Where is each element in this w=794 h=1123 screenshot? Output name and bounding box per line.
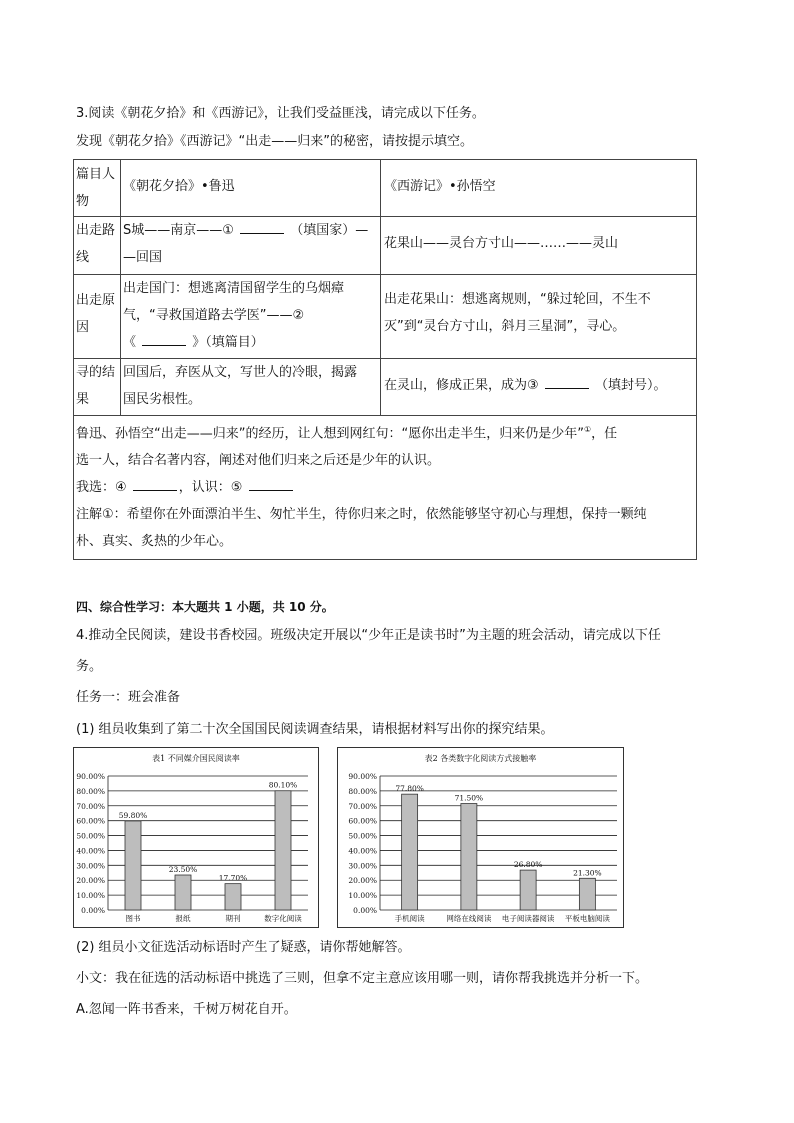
option-a: A.忽闻一阵书香来，千树万树花自开。: [76, 1002, 297, 1017]
chart1-ytick: 0.00%: [81, 906, 105, 915]
chart1-ytick: 60.00%: [76, 816, 105, 826]
chart2-ytick: 50.00%: [348, 831, 377, 841]
chart2-category-label: 平板电脑阅读: [564, 914, 610, 923]
chart1-value-label: 17.70%: [218, 873, 248, 883]
q3-subintro: 发现《朝花夕拾》《西游记》“出走——归来”的秘密，请按提示填空。: [76, 134, 473, 149]
chart2-ytick: 90.00%: [348, 772, 377, 781]
chart2-value-label: 77.80%: [395, 784, 424, 794]
chart1-category-label: 数字化阅读: [264, 914, 302, 923]
chart1-ytick: 80.00%: [76, 786, 105, 796]
chart2-bar-1: [402, 794, 418, 910]
row-route-label: 出走路 线: [76, 223, 116, 265]
q3-intro: 3.阅读《朝花夕拾》和《西游记》，让我们受益匪浅，请完成以下任务。: [76, 106, 485, 121]
chart2-category-label: 电子阅读器阅读: [501, 914, 555, 923]
chart1-ytick: 50.00%: [76, 831, 105, 841]
chart1-ytick: 10.00%: [76, 891, 105, 901]
chart1-bar-3: [225, 884, 241, 910]
chart1-category-label: 报纸: [175, 914, 191, 923]
chart1-ytick: 40.00%: [76, 846, 105, 856]
chart2-category-label: 网络在线阅读: [446, 914, 492, 923]
chart2-value-label: 71.50%: [454, 793, 484, 803]
header-sunwukong: 《西游记》•孙悟空: [384, 179, 496, 194]
chart2-value-label: 21.30%: [573, 868, 602, 878]
blank-2[interactable]: [142, 333, 186, 346]
chart-2: [337, 747, 624, 928]
chart2-ytick: 0.00%: [353, 906, 377, 915]
task1-label: 任务一：班会准备: [76, 690, 181, 705]
chart1-bar-1: [125, 821, 141, 910]
chart1-value-label: 59.80%: [118, 810, 148, 820]
reason-luxun: 出走国门：想逃离清国留学生的乌烟瘴 气，“寻救国道路去学医”——② 《 》（填篇目）: [123, 281, 345, 350]
chart1-bar-4: [275, 791, 291, 910]
q4-intro-b: 务。: [76, 659, 103, 674]
chart2-category-label: 手机阅读: [394, 914, 425, 923]
header-label: 篇目人 物: [76, 167, 116, 209]
chart2-title: 表2 各类数字化阅读方式接触率: [424, 754, 537, 763]
chart2-ytick: 30.00%: [348, 861, 377, 871]
xiaowen-text: 小文：我在征选的活动标语中挑选了三则，但拿不定主意应该用哪一则，请你帮我挑选并分析一下。: [76, 971, 649, 986]
chart1-ytick: 30.00%: [76, 861, 105, 871]
chart1-category-label: 期刊: [225, 914, 241, 923]
blank-5[interactable]: [249, 478, 293, 491]
chart1-category-label: 图书: [125, 914, 141, 923]
blank-3[interactable]: [545, 376, 589, 389]
header-luxun: 《朝花夕拾》•鲁迅: [123, 179, 235, 194]
chart1-value-label: 80.10%: [268, 780, 298, 790]
row-reason-label: 出走原 因: [76, 293, 116, 335]
comparison-table: [73, 159, 697, 560]
q4-intro-a: 4.推动全民阅读，建设书香校园。班级决定开展以“少年正是读书时”为主题的班会活动，请完成以下任: [76, 628, 661, 643]
chart2-bar-3: [520, 870, 536, 910]
chart1-ytick: 70.00%: [76, 801, 105, 811]
chart2-ytick: 10.00%: [348, 891, 377, 901]
reason-sunwukong: 出走花果山：想逃离规则，“躲过轮回，不生不 灭”到“灵台方寸山，斜月三星洞”，寻心。: [384, 292, 651, 334]
chart2-ytick: 70.00%: [348, 801, 377, 811]
chart1-title: 表1 不同媒介国民阅读率: [152, 754, 240, 763]
sub2-label: (2) 组员小文征选活动标语时产生了疑惑，请你帮她解答。: [76, 940, 411, 955]
route-sunwukong: 花果山——灵台方寸山——……——灵山: [384, 236, 619, 251]
result-sunwukong: 在灵山，修成正果，成为③ （填封号）。: [384, 378, 667, 393]
section4-heading: 四、综合性学习：本大题共 1 小题，共 10 分。: [76, 600, 334, 614]
chart1-ytick: 20.00%: [76, 876, 105, 886]
sub1-label: (1) 组员收集到了第二十次全国国民阅读调查结果，请根据材料写出你的探究结果。: [76, 722, 554, 737]
blank-1[interactable]: [240, 221, 284, 234]
chart2-ytick: 40.00%: [348, 846, 377, 856]
chart2-bar-4: [579, 878, 595, 910]
chart2-ytick: 60.00%: [348, 816, 377, 826]
chart2-ytick: 80.00%: [348, 786, 377, 796]
reflection-cell: 鲁迅、孙悟空“出走——归来”的经历，让人想到网红句：“愿你出走半生，归来仍是少年”①，任 选一人，结合名著内容，阐述对他们归来之后还是少年的认识。 我选：④ ，认识：⑤ 注解①：希望你在外面漂泊半生、匆忙半生，待你归来之时，依然能够坚守初心与理想，保持一颗纯 朴、真实、炙热的少年心。: [76, 425, 647, 550]
chart1-ytick: 90.00%: [76, 772, 105, 781]
chart2-value-label: 26.80%: [513, 860, 543, 870]
chart2-bar-2: [461, 804, 477, 910]
result-luxun: 回国后，弃医从文，写世人的冷眼，揭露 国民劣根性。: [123, 365, 358, 407]
route-luxun: S城——南京——① （填国家）— —回国: [123, 223, 369, 265]
chart2-ytick: 20.00%: [348, 876, 377, 886]
row-result-label: 寻的结 果: [76, 365, 116, 407]
chart1-value-label: 23.50%: [168, 865, 198, 875]
chart-1: [73, 747, 319, 928]
blank-4[interactable]: [133, 478, 177, 491]
chart1-bar-2: [175, 875, 191, 910]
